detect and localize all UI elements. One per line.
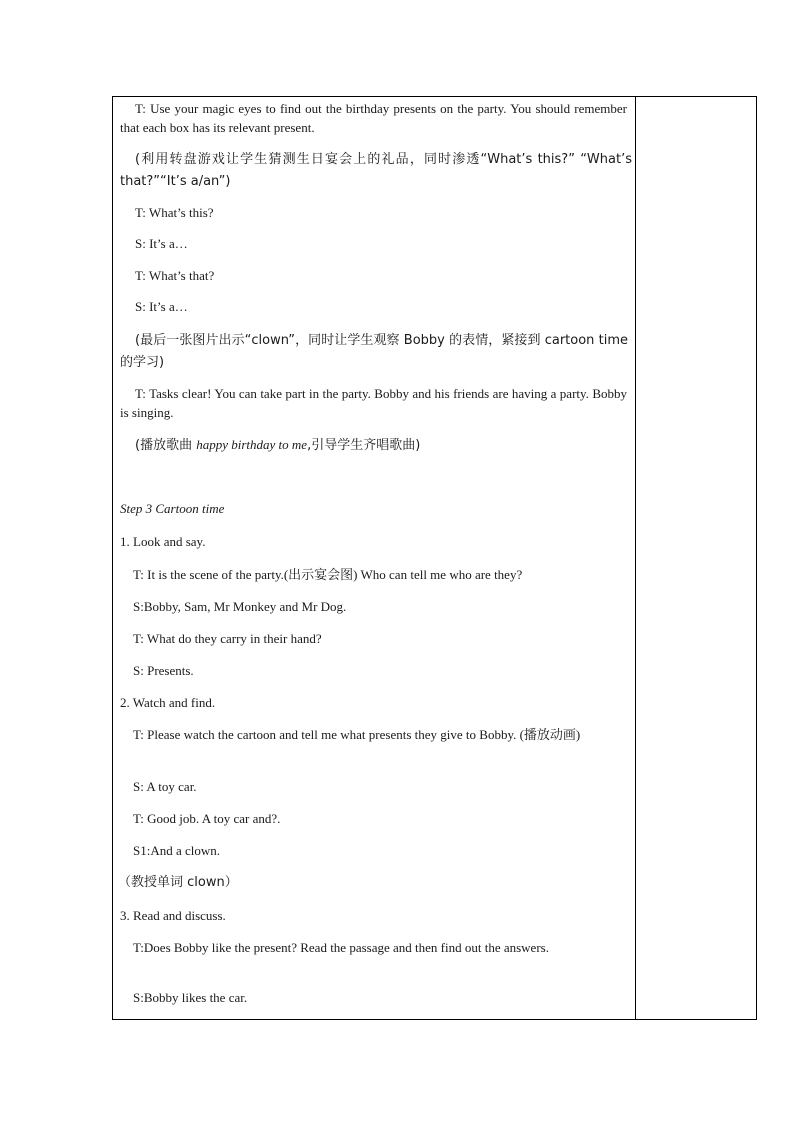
read-discuss-heading: 3. Read and discuss. <box>120 908 226 923</box>
student-line-a2: S: It’s a… <box>135 299 188 314</box>
teacher-good-line: T: Good job. A toy car and?. <box>133 811 281 826</box>
clown-note: (最后一张图片出示“clown”，同时让学生观察 Bobby 的表情，紧接到 cartoon time 的学习) <box>120 333 628 370</box>
teacher-line-that: T: What’s that? <box>135 268 215 283</box>
look-say-heading: 1. Look and say. <box>120 534 206 549</box>
student-clown-line: S1:And a clown. <box>133 843 221 858</box>
student-names-line: S:Bobby, Sam, Mr Monkey and Mr Dog. <box>133 599 347 614</box>
song-title: happy birthday to me <box>196 437 308 452</box>
teacher-scene-line: T: It is the scene of the party.(出示宴会图) Who can tell me who are they? <box>133 567 523 582</box>
student-presents-line: S: Presents. <box>133 663 194 678</box>
procedure-cell <box>113 97 635 1019</box>
game-note: (利用转盘游戏让学生猜测生日宴会上的礼品，同时渗透“What’s this?” “What’s that?”“It’s a/an”) <box>120 152 632 189</box>
song-note-pre: (播放歌曲 <box>135 438 197 453</box>
step3-heading: Step 3 Cartoon time <box>120 501 225 516</box>
teacher-line-this: T: What’s this? <box>135 205 214 220</box>
song-note-post: ,引导学生齐唱歌曲) <box>307 438 421 453</box>
intro-paragraph: T: Use your magic eyes to find out the birthday presents on the party. You should remember that each box has its relevant present. <box>120 101 627 135</box>
teacher-watch-line: T: Please watch the cartoon and tell me what presents they give to Bobby. (播放动画) <box>133 727 581 742</box>
lesson-table <box>112 96 757 1020</box>
student-line-a1: S: It’s a… <box>135 236 188 251</box>
notes-cell <box>636 97 756 1019</box>
song-note <box>135 436 420 455</box>
teacher-does-line: T:Does Bobby like the present? Read the passage and then find out the answers. <box>133 940 549 955</box>
teacher-carry-line: T: What do they carry in their hand? <box>133 631 322 646</box>
teach-word-note: （教授单词 clown） <box>118 875 238 890</box>
watch-find-heading: 2. Watch and find. <box>120 695 216 710</box>
student-likes-line: S:Bobby likes the car. <box>133 990 248 1005</box>
student-toycar-line: S: A toy car. <box>133 779 197 794</box>
tasks-paragraph: T: Tasks clear! You can take part in the party. Bobby and his friends are having a party. Bobby is singing. <box>120 386 627 420</box>
